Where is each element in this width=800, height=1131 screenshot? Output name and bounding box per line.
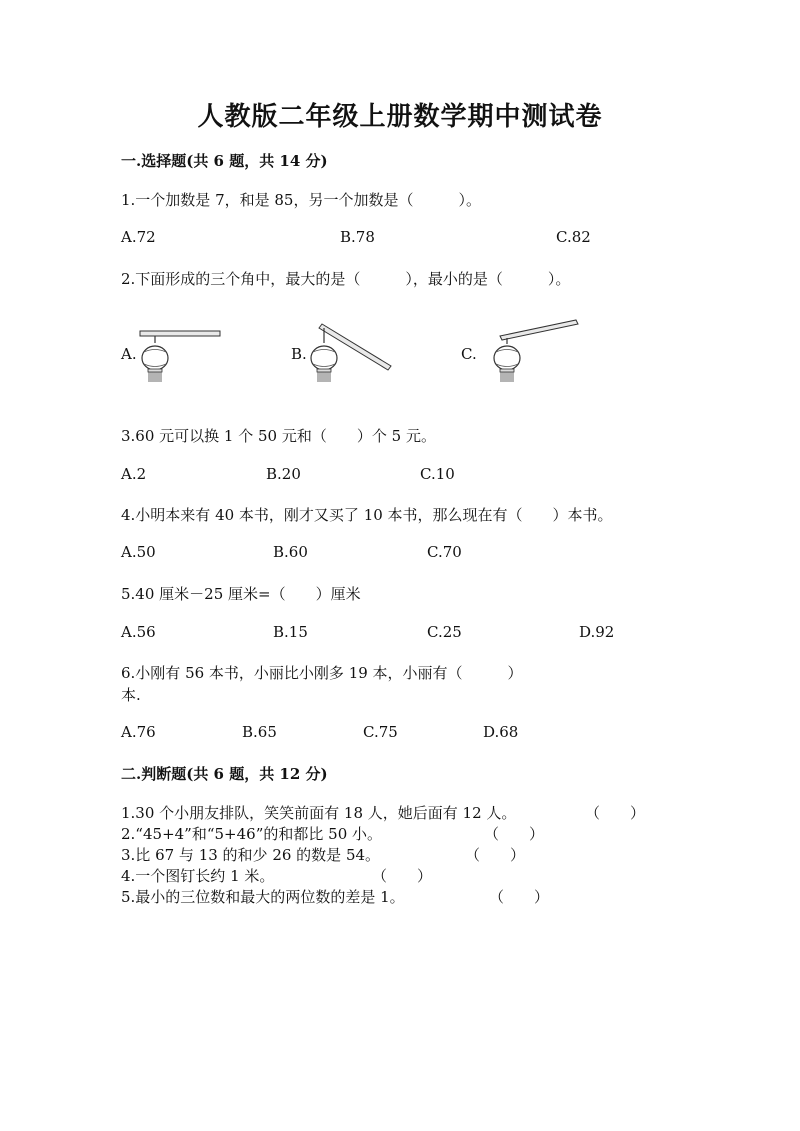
judge-item-3: 3.比 67 与 13 的和少 26 的数是 54。 [121, 846, 381, 864]
q2-option-c: C. [461, 345, 477, 363]
q2-option-a: A. [121, 345, 137, 363]
judge-item-5: 5.最小的三位数和最大的两位数的差是 1。 [121, 888, 405, 906]
q5-option-c: C.25 [427, 623, 462, 641]
q3-option-a: A.2 [121, 465, 147, 483]
section-heading-judge: 二.判断题(共 6 题，共 12 分) [121, 765, 328, 783]
q2-option-b: B. [291, 345, 307, 363]
q6-option-c: C.75 [363, 723, 398, 741]
judge-blank-2: （ ） [484, 825, 545, 843]
judge-item-4: 4.一个图钉长约 1 米。 [121, 867, 275, 885]
lantern-figure-c [490, 318, 585, 386]
q3-option-b: B.20 [266, 465, 301, 483]
judge-item-1: 1.30 个小朋友排队，笑笑前面有 18 人，她后面有 12 人。 [121, 804, 517, 822]
q6-option-b: B.65 [242, 723, 277, 741]
section-heading-choice: 一.选择题(共 6 题，共 14 分) [121, 152, 328, 170]
q1-option-c: C.82 [556, 228, 591, 246]
question-4: 4.小明本来有 40 本书，刚才又买了 10 本书，那么现在有（ ）本书。 [121, 506, 613, 524]
lantern-figure-b [305, 322, 395, 387]
q4-option-b: B.60 [273, 543, 308, 561]
judge-blank-1: （ ） [585, 804, 646, 822]
question-3: 3.60 元可以换 1 个 50 元和（ ）个 5 元。 [121, 427, 436, 445]
judge-blank-5: （ ） [489, 888, 550, 906]
q4-option-c: C.70 [427, 543, 462, 561]
question-5: 5.40 厘米－25 厘米=（ ）厘米 [121, 585, 361, 603]
q4-option-a: A.50 [121, 543, 156, 561]
q5-option-d: D.92 [579, 623, 615, 641]
question-6-continued: 本. [121, 686, 141, 704]
question-1: 1.一个加数是 7，和是 85，另一个加数是（ ）。 [121, 191, 481, 209]
judge-blank-3: （ ） [465, 846, 526, 864]
judge-blank-4: （ ） [372, 867, 433, 885]
q1-option-b: B.78 [340, 228, 375, 246]
q1-option-a: A.72 [121, 228, 156, 246]
q5-option-b: B.15 [273, 623, 308, 641]
lantern-figure-a [135, 322, 225, 387]
page-title: 人教版二年级上册数学期中测试卷 [197, 102, 603, 132]
question-2: 2.下面形成的三个角中，最大的是（ ），最小的是（ ）。 [121, 270, 571, 288]
q6-option-a: A.76 [121, 723, 156, 741]
question-6: 6.小刚有 56 本书，小丽比小刚多 19 本，小丽有（ ） [121, 664, 523, 682]
q3-option-c: C.10 [420, 465, 455, 483]
q5-option-a: A.56 [121, 623, 156, 641]
q6-option-d: D.68 [483, 723, 519, 741]
judge-item-2: 2.“45+4”和“5+46”的和都比 50 小。 [121, 825, 383, 843]
